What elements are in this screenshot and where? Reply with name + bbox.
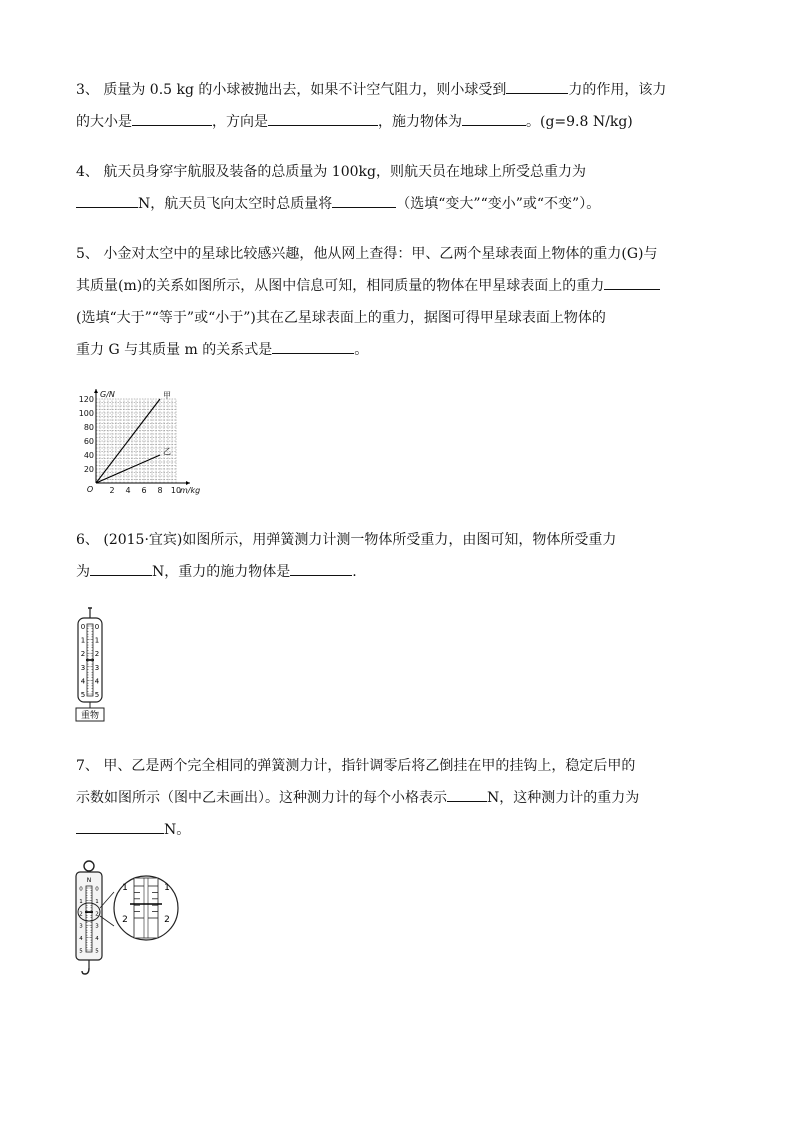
unit-label: N (86, 877, 92, 884)
question-6 (76, 524, 720, 588)
answer-blank[interactable] (90, 561, 152, 576)
scale-number: 2 (95, 911, 99, 918)
question-7-line-1: 7、 甲、乙是两个完全相同的弹簧测力计，指针调零后将乙倒挂在甲的挂钩上，稳定后甲的 (76, 758, 636, 774)
question-4-line-2: N，航天员飞向太空时总质量将 （选填“变大”“变小”或“不变”）。 (76, 188, 720, 220)
x-tick-label: 8 (157, 486, 163, 495)
origin-label: O (86, 485, 94, 494)
scale-number: 5 (80, 691, 86, 699)
scale-number: 1 (94, 636, 100, 645)
scale-number: 4 (95, 936, 99, 943)
question-5-line-4: 重力 G 与其质量 m 的关系式是 。 (76, 334, 720, 366)
answer-blank[interactable] (268, 111, 378, 126)
x-tick-label: 6 (141, 486, 147, 495)
zoom-number: 1 (122, 883, 128, 893)
y-tick-label: 60 (83, 437, 94, 446)
answer-blank[interactable] (462, 111, 526, 126)
scale-number: 4 (94, 677, 100, 686)
question-3-line-1: 3、 质量为 0.5 kg 的小球被抛出去，如果不计空气阻力，则小球受到 力的作用，该力 (76, 74, 720, 106)
question-4 (76, 156, 720, 220)
y-axis-arrow (94, 389, 98, 393)
scale-number: 0 (94, 623, 100, 631)
scale-number: 3 (94, 663, 100, 672)
scale-number: 0 (79, 886, 83, 893)
question-7-line-2: 示数如图所示（图中乙未画出）。这种测力计的每个小格表示 N，这种测力计的重力为 (76, 782, 720, 814)
x-axis-arrow (186, 481, 190, 485)
y-tick-label: 120 (78, 395, 94, 404)
scale-slot (86, 886, 92, 952)
scale-number: 5 (79, 948, 83, 955)
question-5-line-1: 5、 小金对太空中的星球比较感兴趣，他从网上查得：甲、乙两个星球表面上物体的重力(G)与 (76, 246, 658, 262)
y-tick-label: 40 (83, 451, 94, 460)
answer-blank[interactable] (506, 79, 568, 94)
question-5-line-3: (选填“大于”“等于”或“小于”)其在乙星球表面上的重力，据图可得甲星球表面上物体的 (76, 310, 606, 326)
scale-number: 0 (95, 886, 99, 893)
scale-number: 2 (80, 650, 86, 659)
question-4-line-1: 4、 航天员身穿宇航服及装备的总质量为 100kg，则航天员在地球上所受总重力为 (76, 164, 586, 180)
zoom-number: 2 (122, 915, 128, 925)
answer-blank[interactable] (332, 193, 396, 208)
question-7-line-3: N。 (76, 814, 720, 846)
scale-ring (84, 861, 94, 871)
scale-number: 4 (80, 677, 86, 686)
spring-scale-figure (70, 606, 110, 724)
zoom-number: 2 (164, 915, 170, 925)
answer-blank[interactable] (272, 339, 354, 354)
zoom-scale-strip (134, 878, 158, 938)
scale-number: 3 (80, 663, 86, 672)
question-3 (76, 74, 720, 138)
y-tick-label: 20 (83, 465, 94, 474)
question-7 (76, 750, 720, 846)
x-axis-label: m/kg (180, 486, 201, 495)
series-label: 乙 (163, 447, 171, 456)
answer-blank[interactable] (76, 819, 164, 834)
scale-number: 1 (80, 636, 86, 645)
answer-blank[interactable] (604, 275, 660, 290)
scale-number: 0 (80, 623, 86, 631)
hook-icon (82, 968, 89, 974)
scale-number: 2 (79, 911, 83, 918)
scale-number: 5 (95, 948, 99, 955)
question-6-line-1: 6、 (2015·宜宾)如图所示，用弹簧测力计测一物体所受重力，由图可知，物体所受重力 (76, 532, 617, 548)
y-axis-label: G/N (100, 390, 115, 399)
zoom-number: 1 (164, 883, 170, 893)
weight-label: 重物 (80, 711, 100, 721)
scale-number: 3 (79, 923, 83, 930)
scale-number: 4 (79, 936, 83, 943)
question-5-line-2: 其质量(m)的关系如图所示，从图中信息可知，相同质量的物体在甲星球表面上的重力 (76, 270, 720, 302)
scale-number: 1 (79, 898, 83, 905)
x-tick-label: 4 (125, 486, 131, 495)
x-tick-label: 10 (170, 486, 182, 495)
answer-blank[interactable] (76, 193, 138, 208)
x-tick-label: 2 (109, 486, 115, 495)
question-3-line-2: 的大小是 ，方向是 ，施力物体为 。(g=9.8 N/kg) (76, 106, 720, 138)
answer-blank[interactable] (447, 787, 487, 802)
scale-number: 2 (94, 650, 100, 659)
scale-number: 1 (95, 898, 99, 905)
question-5 (76, 238, 720, 366)
question-6-line-2: 为 N，重力的施力物体是 . (76, 556, 720, 588)
scale-number: 3 (95, 923, 99, 930)
answer-blank[interactable] (132, 111, 212, 126)
series-label: 甲 (163, 391, 171, 400)
spring-scale-zoom-figure (70, 860, 182, 984)
scale-number: 5 (94, 691, 100, 699)
answer-blank[interactable] (290, 561, 352, 576)
y-tick-label: 80 (83, 423, 94, 432)
gravity-mass-chart (70, 385, 210, 500)
y-tick-label: 100 (78, 409, 94, 418)
